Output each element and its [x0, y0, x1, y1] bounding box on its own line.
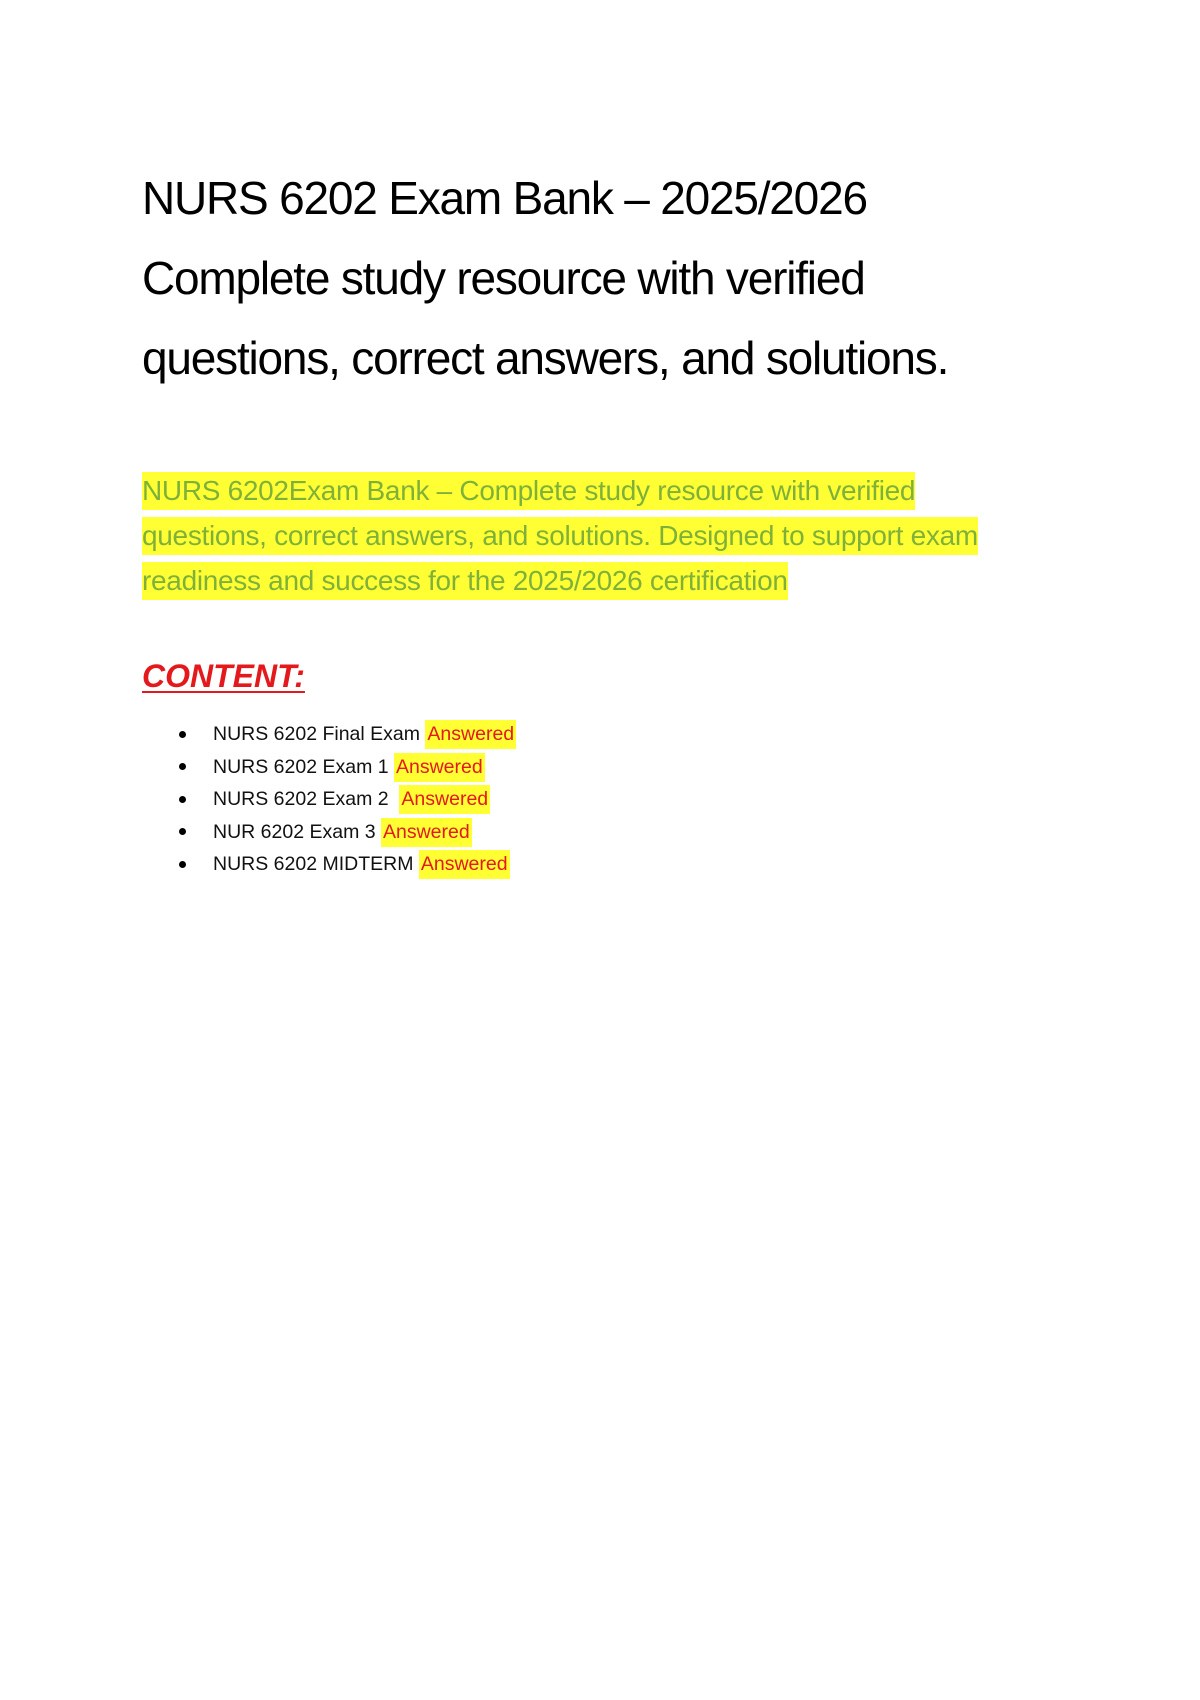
bullet-icon [179, 763, 186, 770]
answered-badge: Answered [381, 818, 472, 847]
exam-label: NURS 6202 Exam 2 [213, 788, 400, 810]
answered-badge: Answered [419, 850, 510, 879]
highlighted-summary [142, 468, 1042, 603]
answered-badge: Answered [394, 753, 485, 782]
list-item [142, 783, 516, 816]
summary-line-1: NURS 6202Exam Bank – Complete study resource with verified [142, 472, 915, 510]
bullet-icon [179, 828, 186, 835]
exam-label: NURS 6202 MIDTERM [213, 853, 419, 875]
list-item [142, 848, 516, 881]
content-heading: CONTENT: [142, 658, 305, 694]
summary-line-3: readiness and success for the 2025/2026 certification [142, 562, 788, 600]
summary-line-2: questions, correct answers, and solutions. Designed to support exam [142, 517, 978, 555]
bullet-icon [179, 731, 186, 738]
document-title [142, 158, 1042, 398]
list-item [142, 718, 516, 751]
title-line-1: NURS 6202 Exam Bank – 2025/2026 [142, 172, 867, 224]
title-line-2: Complete study resource with verified [142, 252, 865, 304]
content-list [142, 718, 516, 881]
bullet-icon [179, 796, 186, 803]
answered-badge: Answered [425, 720, 516, 749]
exam-label: NURS 6202 Final Exam [213, 723, 426, 745]
answered-badge: Answered [399, 785, 490, 814]
exam-label: NURS 6202 Exam 1 [213, 755, 394, 778]
bullet-icon [179, 861, 186, 868]
exam-label: NUR 6202 Exam 3 [213, 820, 381, 843]
list-item [142, 751, 516, 784]
list-item [142, 816, 516, 849]
title-line-3: questions, correct answers, and solutions. [142, 332, 949, 384]
